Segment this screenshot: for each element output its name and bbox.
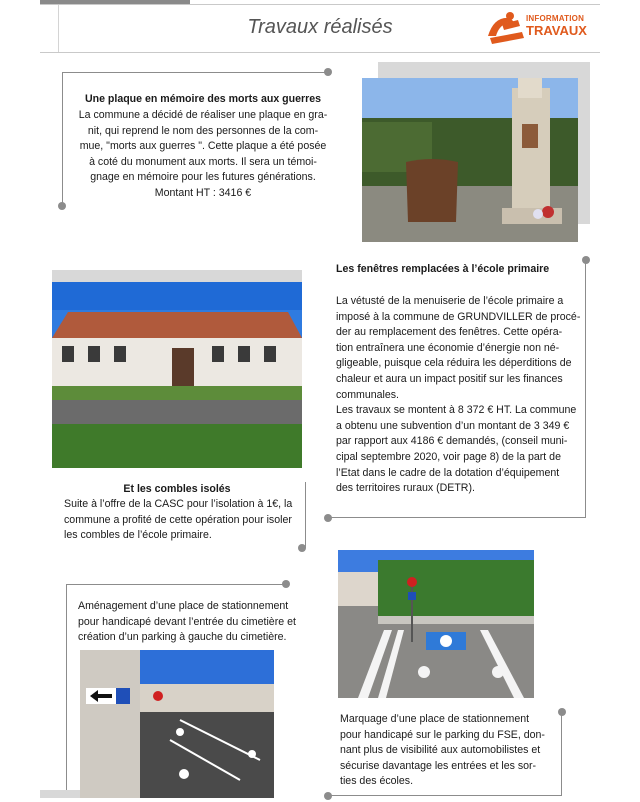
fenetres-heading: Les fenêtres remplacées à l’école primaire xyxy=(336,263,550,275)
header-rule-left xyxy=(58,5,59,52)
fenetres-line: a obtenu une subvention d’un montant de 3 349 € xyxy=(336,419,570,432)
plaque-line: nit, qui reprend le nom des personnes de la com- xyxy=(87,124,319,137)
combles-line: les combles de l’école primaire. xyxy=(64,529,212,542)
plaque-line: gnage en mémoire pour les futures générations. xyxy=(90,171,316,184)
fenetres-line: l’Etat dans le cadre de la dotation d’équipement xyxy=(336,466,560,479)
combles-line: Suite à l’offre de la CASC pour l’isolation à 1€, la xyxy=(64,498,293,510)
frame-dot xyxy=(324,514,332,522)
fenetres-line: cipal septembre 2020, voir page 8) de la part de xyxy=(336,450,561,463)
frame-dot xyxy=(582,256,590,264)
marquage-line: pour handicapé sur le parking du FSE, don- xyxy=(340,728,545,741)
fenetres-line: chaleur et aura un impact positif sur les finances xyxy=(336,372,563,385)
stationnement-line: création d’un parking à gauche du cimetière. xyxy=(78,631,287,644)
marquage-body xyxy=(340,712,562,790)
plaque-line: La commune a décidé de réaliser une plaque en gra- xyxy=(78,109,328,121)
stationnement-line: Aménagement d’une place de stationnement xyxy=(78,600,289,612)
monument-photo xyxy=(362,78,578,242)
marquage-line: sécurise davantage les entrées et les sor- xyxy=(340,759,537,772)
school-photo xyxy=(52,282,302,468)
cemetery-parking-photo xyxy=(80,650,274,798)
fenetres-line: der au remplacement des fenêtres. Cette opéra- xyxy=(336,326,563,339)
marquage-line: nant plus de visibilité aux automobilistes et xyxy=(340,744,541,757)
plaque-heading: Une plaque en mémoire des morts aux guerres xyxy=(84,93,322,105)
fenetres-line: des territoires ruraux (DETR). xyxy=(336,482,475,495)
logo-text-information: INFORMATION xyxy=(526,14,585,23)
plaque-body xyxy=(66,108,340,202)
marquage-line: Marquage d’une place de stationnement xyxy=(340,713,530,725)
fenetres-line: Les travaux se montent à 8 372 € HT. La commune xyxy=(336,404,577,417)
fenetres-line: gligeable, puisque cela réduira les déperditions de xyxy=(336,357,572,370)
stationnement-line: pour handicapé devant l’entrée du cimetière et xyxy=(78,615,296,628)
logo-text-travaux: TRAVAUX xyxy=(526,23,587,38)
frame-dot xyxy=(282,580,290,588)
header-rule-bottom xyxy=(40,52,600,53)
combles-line: commune a profité de cette opération pour isoler xyxy=(64,513,292,526)
fenetres-line: tion entraînera une économie d’énergie non né- xyxy=(336,341,560,354)
combles-body xyxy=(64,497,304,544)
plaque-line: mue, "morts aux guerres ". Cette plaque a été posée xyxy=(79,140,327,153)
stationnement-body xyxy=(78,599,308,646)
fenetres-line: par rapport aux 4186 € demandés, (conseil muni- xyxy=(336,435,568,448)
marquage-line: ties des écoles. xyxy=(340,775,414,788)
fse-parking-photo xyxy=(338,550,534,698)
fenetres-line: communales. xyxy=(336,388,399,401)
frame-dot xyxy=(58,202,66,210)
fenetres-line: imposé à la commune de GRUNDVILLER de procé- xyxy=(336,310,581,323)
plaque-amount: Montant HT : 3416 € xyxy=(154,186,252,199)
header-rule-top xyxy=(40,4,600,5)
page-title: Travaux réalisés xyxy=(247,16,393,38)
combles-heading: Et les combles isolés xyxy=(123,483,231,495)
frame-dot xyxy=(324,68,332,76)
fenetres-body xyxy=(336,294,584,497)
frame-dot xyxy=(324,792,332,800)
plaque-line: à coté du monument aux morts. Il sera un témoi- xyxy=(89,155,317,168)
frame-dot xyxy=(298,544,306,552)
fenetres-line: La vétusté de la menuiserie de l’école primaire a xyxy=(336,295,564,307)
